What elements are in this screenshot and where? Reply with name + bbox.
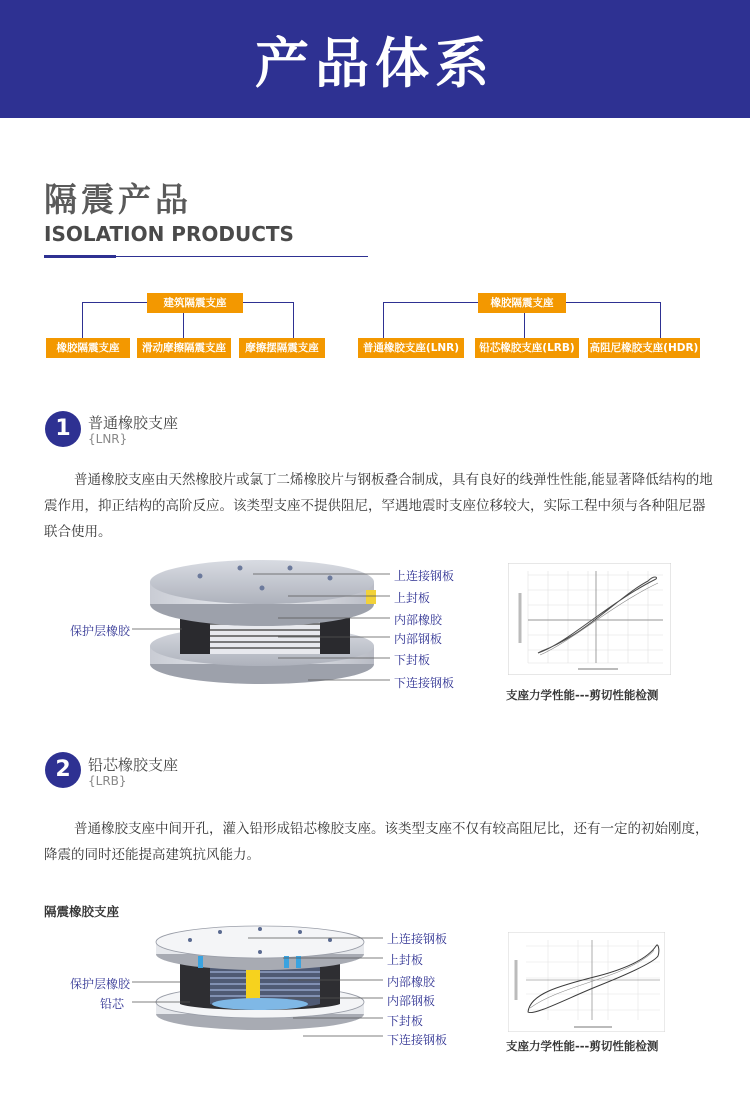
label-bottom-sealing-plate: 下封板 <box>387 1014 424 1028</box>
item-title: 铅芯橡胶支座 <box>88 756 179 774</box>
tree-right-vline-3 <box>660 302 661 338</box>
label-inner-steel: 内部钢板 <box>387 994 436 1008</box>
label-protective-rubber: 保护层橡胶 <box>70 977 131 991</box>
tree-left-vline-1 <box>82 302 83 338</box>
header-banner <box>0 0 750 118</box>
item-code: {LNR} <box>88 432 128 446</box>
item-description: 普通橡胶支座由天然橡胶片或氯丁二烯橡胶片与钢板叠合制成，具有良好的线弹性性能,能显著降低结构的地震作用，抑正结构的高阶反应。该类型支座不提供阻尼，罕遇地震时支座位移较大，实际工程中须与各种阻尼器联合使用。 <box>44 472 713 540</box>
lnr-leader-lines <box>128 570 393 685</box>
label-inner-steel: 内部钢板 <box>394 632 443 646</box>
tree-left-vline-3 <box>293 302 294 338</box>
tree-left-child-2: 滑动摩擦隔震支座 <box>137 338 231 358</box>
label-bottom-connecting-plate: 下连接钢板 <box>394 676 455 690</box>
item-number-badge: 1 <box>45 411 81 447</box>
label-lead-core: 铅芯 <box>100 997 125 1011</box>
lrb-leader-lines <box>128 934 386 1044</box>
label-inner-rubber: 内部橡胶 <box>394 613 443 627</box>
label-top-connecting-plate: 上连接钢板 <box>387 932 448 946</box>
label-protective-rubber: 保护层橡胶 <box>70 624 131 638</box>
item-number-badge: 2 <box>45 752 81 788</box>
tree-left-child-1: 橡胶隔震支座 <box>46 338 130 358</box>
item-description: 普通橡胶支座中间开孔，灌入铅形成铅芯橡胶支座。该类型支座不仅有较高阻尼比，还有一定的初始刚度，降震的同时还能提高建筑抗风能力。 <box>44 821 709 863</box>
caption-shear-test: 支座力学性能---剪切性能检测 <box>506 1039 659 1053</box>
item-title: 普通橡胶支座 <box>88 414 179 432</box>
tree-right-root: 橡胶隔震支座 <box>478 293 566 313</box>
tree-right-vline-2 <box>524 313 525 338</box>
sub-heading: 隔震橡胶支座 <box>44 904 120 919</box>
label-bottom-sealing-plate: 下封板 <box>394 653 431 667</box>
item-code: {LRB} <box>88 774 127 788</box>
hysteresis-plot-lnr <box>508 563 671 675</box>
tree-right-child-3: 高阻尼橡胶支座(HDR) <box>588 338 700 358</box>
label-top-sealing-plate: 上封板 <box>394 591 431 605</box>
tree-right-vline-1 <box>383 302 384 338</box>
label-top-sealing-plate: 上封板 <box>387 953 424 967</box>
tree-left-child-3: 摩擦摆隔震支座 <box>239 338 325 358</box>
section-underline <box>116 256 368 257</box>
page-title: 产品体系 <box>255 31 495 95</box>
tree-left-vline-2 <box>183 313 184 338</box>
caption-shear-test: 支座力学性能---剪切性能检测 <box>506 688 659 702</box>
label-bottom-connecting-plate: 下连接钢板 <box>387 1033 448 1047</box>
section-subtitle: ISOLATION PRODUCTS <box>44 222 294 246</box>
label-inner-rubber: 内部橡胶 <box>387 975 436 989</box>
section-underline-accent <box>44 255 116 258</box>
tree-right-child-1: 普通橡胶支座(LNR) <box>358 338 464 358</box>
label-top-connecting-plate: 上连接钢板 <box>394 569 455 583</box>
tree-left-root: 建筑隔震支座 <box>147 293 243 313</box>
tree-right-child-2: 铅芯橡胶支座(LRB) <box>475 338 579 358</box>
hysteresis-plot-lrb <box>508 932 665 1032</box>
section-title: 隔震产品 <box>44 180 192 219</box>
